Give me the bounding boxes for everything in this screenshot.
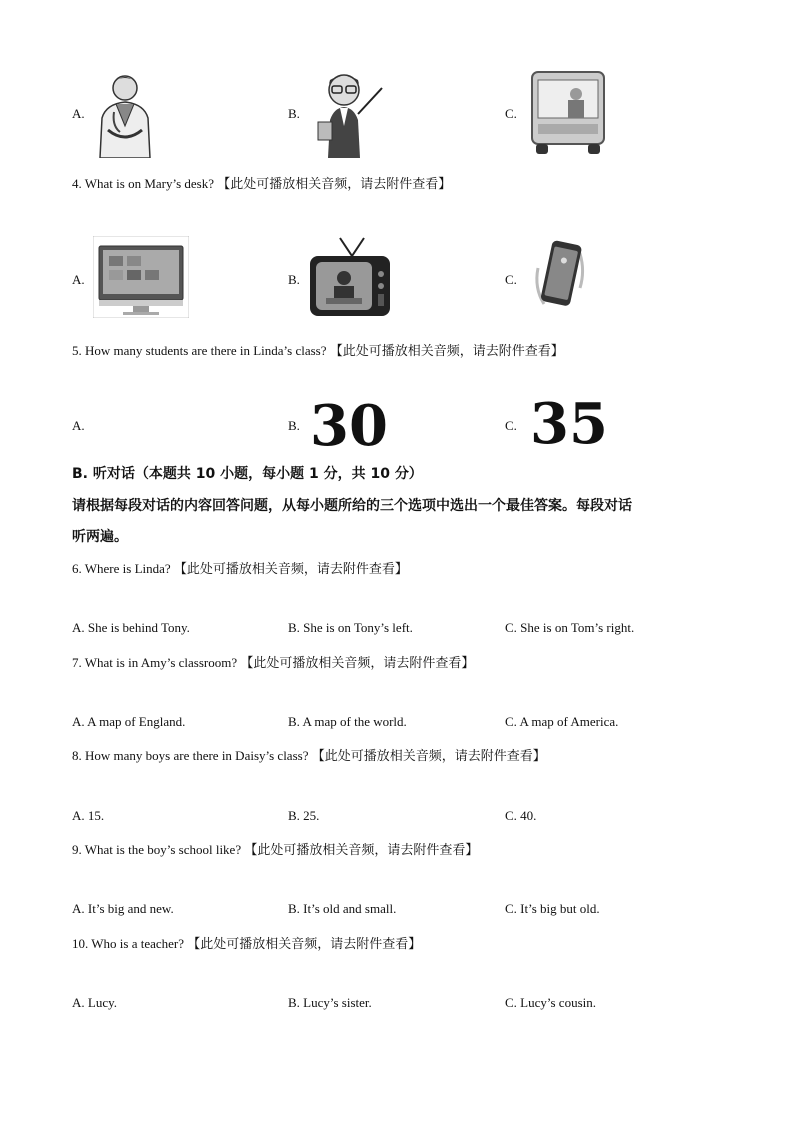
question-5: 5. How many students are there in Linda’s class? 【此处可播放相关音频，请去附件查看】 [72, 343, 564, 358]
option-b: B. She is on Tony’s left. [288, 620, 413, 635]
section-b-instructions-cont: 听两遍。 [72, 529, 128, 545]
option-c-label: C. [505, 418, 517, 433]
option-a: A. She is behind Tony. [72, 620, 190, 635]
teacher-icon [314, 70, 384, 160]
tv-icon [308, 236, 394, 320]
option-a-label: A. [72, 272, 85, 287]
option-a-label: A. [72, 106, 85, 121]
doctor-icon [94, 70, 156, 158]
bus-driver-icon [530, 70, 606, 156]
option-c: C. It’s big but old. [505, 901, 600, 916]
option-b: B. It’s old and small. [288, 901, 397, 916]
option-a-label: A. [72, 418, 85, 433]
option-c: C. 40. [505, 808, 537, 823]
option-a: A. It’s big and new. [72, 901, 174, 916]
option-c-label: C. [505, 106, 517, 121]
question-9: 9. What is the boy’s school like? 【此处可播放相关音频，请去附件查看】 [72, 842, 479, 857]
option-a: A. Lucy. [72, 995, 118, 1010]
question-6: 6. Where is Linda? 【此处可播放相关音频，请去附件查看】 [72, 561, 408, 576]
option-c: C. She is on Tom’s right. [505, 620, 635, 635]
number-35: 35 [530, 391, 608, 457]
question-7: 7. What is in Amy’s classroom? 【此处可播放相关音频，请去附件查看】 [72, 655, 475, 670]
option-b: B. A map of the world. [288, 714, 407, 729]
option-b-label: B. [288, 272, 300, 287]
option-a: A. A map of England. [72, 714, 186, 729]
question-10: 10. Who is a teacher? 【此处可播放相关音频，请去附件查看】 [72, 936, 422, 951]
option-c: C. A map of America. [505, 714, 619, 729]
question-4: 4. What is on Mary’s desk? 【此处可播放相关音频，请去附件查看】 [72, 176, 452, 191]
question-8: 8. How many boys are there in Daisy’s class? 【此处可播放相关音频，请去附件查看】 [72, 748, 546, 763]
option-b: B. Lucy’s sister. [288, 995, 372, 1010]
option-c-label: C. [505, 272, 517, 287]
section-b-instructions: 请根据每段对话的内容回答问题，从每小题所给的三个选项中选出一个最佳答案。每段对话 [72, 498, 632, 514]
option-b-label: B. [288, 418, 300, 433]
option-c: C. Lucy’s cousin. [505, 995, 596, 1010]
computer-icon [93, 236, 189, 318]
option-a: A. 15. [72, 808, 105, 823]
phone-icon [532, 238, 588, 312]
option-b: B. 25. [288, 808, 320, 823]
section-b-title: B. 听对话（本题共 10 小题，每小题 1 分，共 10 分） [72, 466, 423, 482]
option-b-label: B. [288, 106, 300, 121]
number-30: 30 [310, 393, 388, 459]
